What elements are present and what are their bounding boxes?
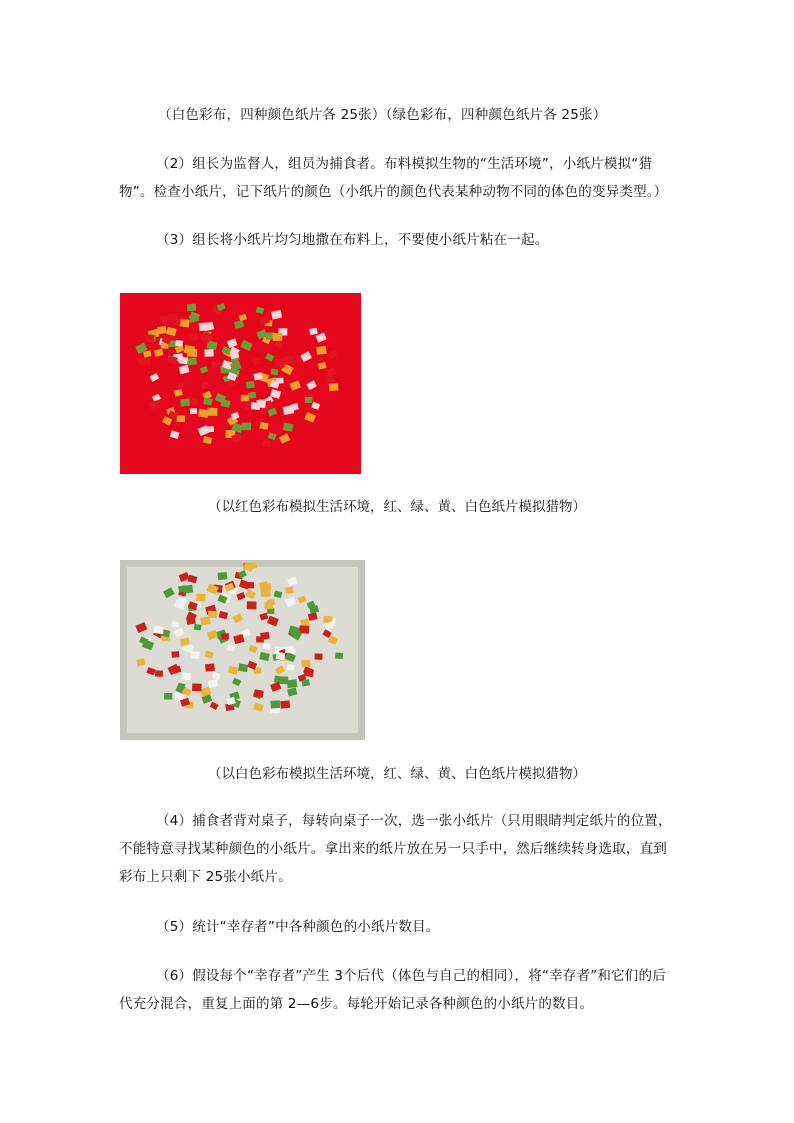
paper-chip xyxy=(149,400,160,409)
paper-chip xyxy=(144,334,154,342)
paper-chip xyxy=(187,304,196,312)
paper-chip xyxy=(194,624,202,631)
paper-chip xyxy=(246,381,255,389)
paper-chip xyxy=(285,587,293,594)
paper-chip xyxy=(270,700,280,708)
paper-chip xyxy=(207,408,217,416)
white-cloth-caption: （以白色彩布模拟生活环境，红、绿、黄、白色纸片模拟猎物） xyxy=(208,766,586,782)
paper-chip xyxy=(172,621,180,627)
paper-chip xyxy=(171,651,179,658)
paper-chip xyxy=(191,651,200,659)
paper-chip xyxy=(280,700,290,708)
paper-chip xyxy=(276,378,283,384)
paper-chip xyxy=(154,626,164,635)
paper-chip xyxy=(247,601,257,609)
paper-chip xyxy=(267,608,274,614)
paper-chip xyxy=(180,399,190,407)
paper-chip xyxy=(262,643,270,649)
paper-chip xyxy=(309,328,318,335)
paper-chip xyxy=(157,326,167,334)
paper-chip xyxy=(221,633,229,639)
paper-chip xyxy=(175,340,183,347)
paper-chip xyxy=(246,582,254,589)
paper-chip xyxy=(168,313,179,322)
red-cloth-caption: （以红色彩布模拟生活环境，红、绿、黄、白色纸片模拟猎物） xyxy=(208,499,586,515)
paper-chip xyxy=(256,400,266,408)
paper-chip xyxy=(241,395,249,402)
paper-chip xyxy=(287,679,298,688)
paper-chip xyxy=(254,689,264,698)
paper-chip xyxy=(285,646,293,653)
paper-chip xyxy=(316,346,327,355)
paper-chip xyxy=(327,376,334,382)
paper-chip xyxy=(199,322,209,331)
paragraph-step-4: （4）捕食者背对桌子，每转向桌子一次，选一张小纸片（只用眼睛判定纸片的位置，不能特意寻找某种颜色的小纸片。拿出来的纸片放在另一只手中，然后继续转身选取，直到彩布上只剩下 25张小纸片。 xyxy=(119,813,672,885)
paper-chip xyxy=(329,383,339,391)
paper-chip xyxy=(304,668,314,677)
paper-chip xyxy=(206,426,214,432)
red-cloth-photo xyxy=(120,293,361,474)
paper-chip xyxy=(335,652,343,659)
paragraph-step-5: （5）统计“幸存者”中各种颜色的小纸片数目。 xyxy=(156,919,440,935)
paper-chip xyxy=(238,663,248,672)
paper-chip xyxy=(196,594,205,602)
paper-chip xyxy=(188,358,197,366)
paper-chip xyxy=(301,660,310,668)
paper-chip xyxy=(182,672,191,680)
paper-chip xyxy=(211,361,220,368)
paper-chip xyxy=(305,397,313,403)
paper-chip xyxy=(164,693,172,700)
paper-chip xyxy=(178,585,186,592)
paper-chip xyxy=(262,583,271,590)
paper-chip xyxy=(218,572,228,580)
paper-chip xyxy=(179,319,189,328)
paper-chip xyxy=(208,611,217,619)
paper-chip xyxy=(198,409,209,418)
paper-chip xyxy=(155,670,163,676)
paper-chip xyxy=(187,349,197,357)
white-cloth-photo xyxy=(120,560,365,740)
paper-chip xyxy=(186,617,196,625)
paragraph-step-6: （6）假设每个“幸存者”产生 3个后代（体色与自己的相同），将“幸存者”和它们的后代充分混合，重复上面的第 2—6步。每轮开始记录各种颜色的小纸片的数目。 xyxy=(119,968,666,1012)
paragraph-step-3: （3）组长将小纸片均匀地撒在布料上，不要使小纸片粘在一起。 xyxy=(156,232,549,248)
paper-chip xyxy=(256,636,264,642)
paper-chip xyxy=(178,596,186,603)
paper-chip xyxy=(177,415,185,422)
paper-chip xyxy=(299,625,309,633)
paper-chip xyxy=(192,683,202,691)
paper-chip xyxy=(204,349,213,357)
paper-chip xyxy=(273,333,283,341)
paper-chip xyxy=(276,652,285,660)
paragraph-cloth-setup: （白色彩布，四种颜色纸片各 25张）（绿色彩布，四种颜色纸片各 25张） xyxy=(158,107,607,123)
paper-chip xyxy=(243,403,251,410)
paper-chip xyxy=(242,423,251,431)
paper-chip xyxy=(190,408,197,414)
paper-chip xyxy=(202,382,210,389)
paper-chip xyxy=(205,663,215,671)
paper-chip xyxy=(287,664,295,671)
paragraph-step-2: （2）组长为监督人，组员为捕食者。布料模拟生物的“生活环境”，小纸片模拟“猎物”。检查小纸片，记下纸片的颜色（小纸片的颜色代表某种动物不同的体色的变异类型。） xyxy=(119,156,668,200)
paper-chip xyxy=(315,653,323,659)
